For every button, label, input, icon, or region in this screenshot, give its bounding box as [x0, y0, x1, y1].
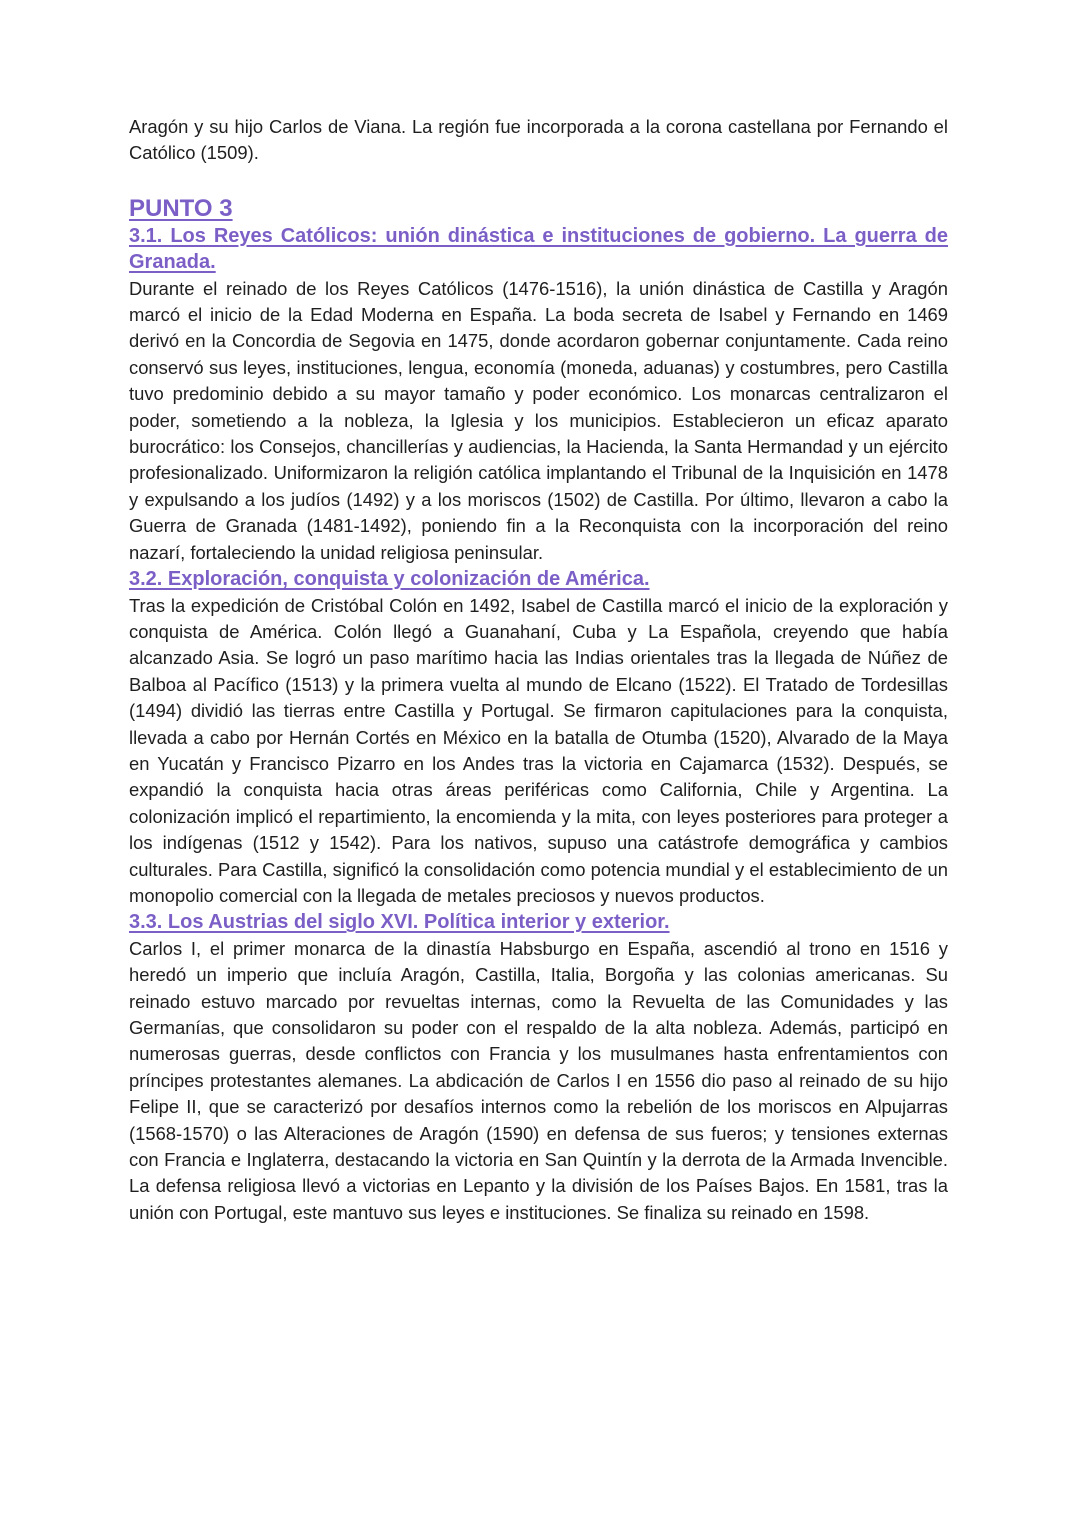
point-title: PUNTO 3 — [129, 194, 233, 222]
section-heading-3-1: 3.1. Los Reyes Católicos: unión dinástica e instituciones de gobierno. La guerra de Granada. — [129, 224, 948, 274]
intro-paragraph: Aragón y su hijo Carlos de Viana. La región fue incorporada a la corona castellana por Fernando el Católico (1509). — [129, 116, 948, 164]
section-heading-3-3: 3.3. Los Austrias del siglo XVI. Política interior y exterior. — [129, 911, 670, 934]
section-heading-3-2: 3.2. Exploración, conquista y colonización de América. — [129, 568, 650, 591]
document-page — [129, 114, 948, 1226]
section-body-3-1: Durante el reinado de los Reyes Católicos (1476-1516), la unión dinástica de Castilla y Aragón marcó el inicio de la Edad Moderna en España. La boda secreta de Isabel y Fernando en 1469 derivó en la Concordia de Segovia en 1475, donde acordaron gobernar conjuntamente. Cada reino conservó sus leyes, instituciones, lengua, economía (moneda, aduanas) y costumbres, pero Castilla tuvo predominio debido a su mayor tamaño y poder económico. Los monarcas centralizaron el poder, sometiendo a la nobleza, la Iglesia y los municipios. Establecieron un eficaz aparato burocrático: los Consejos, chancillerías y audiencias, la Hacienda, la Santa Hermandad y un ejército profesionalizado. Uniformizaron la religión católica implantando el Tribunal de la Inquisición en 1478 y expulsando a los judíos (1492) y a los moriscos (1502) de Castilla. Por último, llevaron a cabo la Guerra de Granada (1481-1492), poniendo fin a la Reconquista con la incorporación del reino nazarí, fortaleciendo la unidad religiosa peninsular. — [129, 277, 948, 563]
section-body-3-3: Carlos I, el primer monarca de la dinastía Habsburgo en España, ascendió al trono en 1516 y heredó un imperio que incluía Aragón, Castilla, Italia, Borgoña y las colonias americanas. Su reinado estuvo marcado por revueltas internas, como la Revuelta de las Comunidades y las Germanías, que consolidaron su poder con el respaldo de la alta nobleza. Además, participó en numerosas guerras, desde conflictos con Francia y los musulmanes hasta enfrentamientos con príncipes protestantes alemanes. La abdicación de Carlos I en 1556 dio paso al reinado de su hijo Felipe II, que se caracterizó por desafíos internos como la rebelión de los moriscos en Alpujarras (1568-1570) o las Alteraciones de Aragón (1590) en defensa de sus fueros; y tensiones externas con Francia e Inglaterra, destacando la victoria en San Quintín y la derrota de la Armada Invencible. La defensa religiosa llevó a victorias en Lepanto y la división de los Países Bajos. En 1581, tras la unión con Portugal, este mantuvo sus leyes e instituciones. Se finaliza su reinado en 1598. — [129, 937, 948, 1223]
section-body-3-2: Tras la expedición de Cristóbal Colón en 1492, Isabel de Castilla marcó el inicio de la exploración y conquista de América. Colón llegó a Guanahaní, Cuba y La Española, creyendo que había alcanzado Asia. Se logró un paso marítimo hacia las Indias orientales tras la llegada de Núñez de Balboa al Pacífico (1513) y la primera vuelta al mundo de Elcano (1522). El Tratado de Tordesillas (1494) dividió las tierras entre Castilla y Portugal. Se firmaron capitulaciones para la conquista, llevada a cabo por Hernán Cortés en México en la batalla de Otumba (1520), Alvarado de la Maya en Yucatán y Francisco Pizarro en los Andes tras la victoria en Cajamarca (1532). Después, se expandió la conquista hacia otras áreas periféricas como California, Chile y Argentina. La colonización implicó el repartimiento, la encomienda y la mita, con leyes posteriores para proteger a los indígenas (1512 y 1542). Para los nativos, supuso una catástrofe demográfica y cambios culturales. Para Castilla, significó la consolidación como potencia mundial y el establecimiento de un monopolio comercial con la llegada de metales preciosos y nuevos productos. — [129, 594, 948, 906]
